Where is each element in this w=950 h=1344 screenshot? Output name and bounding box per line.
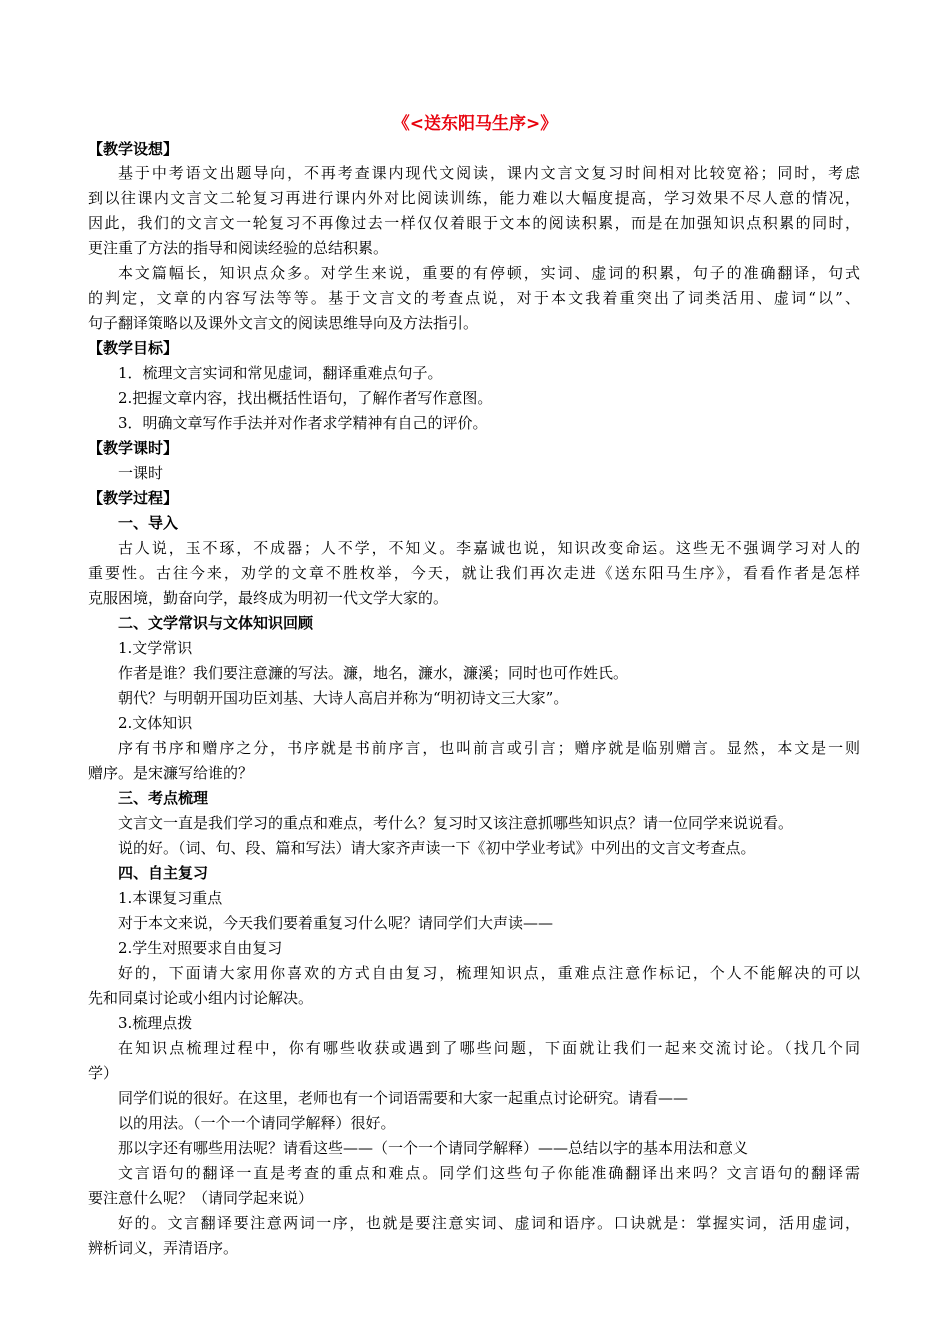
- paragraph-line: 3.梳理点拨: [118, 1014, 193, 1032]
- paragraph-line: 本文篇幅长，知识点众多。对学生来说，重要的有停顿，实词、虚词的积累，句子的准确翻译，句式: [118, 264, 860, 282]
- paragraph-line: 在知识点梳理过程中，你有哪些收获或遇到了哪些问题，下面就让我们一起来交流讨论。（找几个同: [118, 1039, 860, 1057]
- paragraph-line: 到以往课内文言文二轮复习再进行课内外对比阅读训练，能力难以大幅度提高，学习效果不尽人意的情况，: [88, 189, 860, 207]
- paragraph-line: 作者是谁？我们要注意濂的写法。濂，地名，濂水，濂溪；同时也可作姓氏。: [118, 664, 629, 682]
- paragraph-line: 好的，下面请大家用你喜欢的方式自由复习，梳理知识点，重难点注意作标记，个人不能解决的可以: [118, 964, 860, 982]
- paragraph-line: 文言文一直是我们学习的重点和难点，考什么？复习时又该注意抓哪些知识点？请一位同学来说说看。: [118, 814, 794, 832]
- paragraph-line: 更注重了方法的指导和阅读经验的总结积累。: [88, 239, 389, 257]
- paragraph-line: 因此，我们的文言文一轮复习不再像过去一样仅仅着眼于文本的阅读积累，而是在加强知识点积累的同时，: [88, 214, 860, 232]
- paragraph-line: 2.学生对照要求自由复习: [118, 939, 283, 957]
- subsection-title: 三、考点梳理: [118, 789, 209, 807]
- paragraph-line: 赠序。是宋濂写给谁的？: [88, 764, 254, 782]
- subsection-title: 四、自主复习: [118, 864, 209, 882]
- paragraph-line: 克服困境，勤奋向学，最终成为明初一代文学大家的。: [88, 589, 449, 607]
- paragraph-line: 以的用法。（一个一个请同学解释）很好。: [118, 1114, 396, 1132]
- subsection-title: 二、文学常识与文体知识回顾: [118, 614, 314, 632]
- section-heading-process: 【教学过程】: [88, 489, 179, 507]
- section-heading-hours: 【教学课时】: [88, 439, 179, 457]
- paragraph-line: 同学们说的很好。在这里，老师也有一个词语需要和大家一起重点讨论研究。请看——: [118, 1089, 689, 1107]
- goal-item: 2.把握文章内容，找出概括性语句，了解作者写作意图。: [118, 389, 493, 407]
- paragraph-line: 1.本课复习重点: [118, 889, 223, 907]
- paragraph-line: 那以字还有哪些用法呢？请看这些——（一个一个请同学解释）——总结以字的基本用法和意义: [118, 1139, 749, 1157]
- paragraph-line: 要注意什么呢？（请同学起来说）: [88, 1189, 314, 1207]
- paragraph-line: 的判定，文章的内容写法等等。基于文言文的考查点说，对于本文我着重突出了词类活用、虚词“以”、: [88, 289, 860, 307]
- paragraph-line: 学）: [88, 1064, 119, 1082]
- section-heading-goals: 【教学目标】: [88, 339, 179, 357]
- paragraph-line: 句子翻译策略以及课外文言文的阅读思维导向及方法指引。: [88, 314, 479, 332]
- subsection-title: 一、导入: [118, 514, 179, 532]
- paragraph-line: 2.文体知识: [118, 714, 193, 732]
- page-title: 《<送东阳马生序>》: [392, 114, 558, 134]
- goal-item: 3．明确文章写作手法并对作者求学精神有自己的评价。: [118, 414, 488, 432]
- goal-item: 1．梳理文言实词和常见虚词，翻译重难点句子。: [118, 364, 443, 382]
- paragraph-line: 重要性。古往今来，劝学的文章不胜枚举，今天，就让我们再次走进《送东阳马生序》，看看作者是怎样: [88, 564, 860, 582]
- paragraph-line: 序有书序和赠序之分，书序就是书前序言，也叫前言或引言；赠序就是临别赠言。显然，本文是一则: [118, 739, 860, 757]
- paragraph-line: 对于本文来说，今天我们要着重复习什么呢？请同学们大声读——: [118, 914, 554, 932]
- hours-value: 一课时: [118, 464, 164, 482]
- paragraph-line: 1.文学常识: [118, 639, 193, 657]
- paragraph-line: 辨析词义，弄清语序。: [88, 1239, 239, 1257]
- paragraph-line: 先和同桌讨论或小组内讨论解决。: [88, 989, 314, 1007]
- paragraph-line: 基于中考语文出题导向，不再考查课内现代文阅读，课内文言文复习时间相对比较宽裕；同时，考虑: [118, 164, 860, 182]
- paragraph-line: 古人说，玉不琢，不成器；人不学，不知义。李嘉诚也说，知识改变命运。这些无不强调学习对人的: [118, 539, 860, 557]
- section-heading-idea: 【教学设想】: [88, 140, 179, 158]
- paragraph-line: 好的。文言翻译要注意两词一序，也就是要注意实词、虚词和语序。口诀就是：掌握实词，活用虚词，: [118, 1214, 860, 1232]
- paragraph-line: 朝代？与明朝开国功臣刘基、大诗人高启并称为“明初诗文三大家”。: [118, 689, 569, 707]
- paragraph-line: 文言语句的翻译一直是考查的重点和难点。同学们这些句子你能准确翻译出来吗？文言语句的翻译需: [118, 1164, 860, 1182]
- paragraph-line: 说的好。（词、句、段、篇和写法）请大家齐声读一下《初中学业考试》中列出的文言文考查点。: [118, 839, 756, 857]
